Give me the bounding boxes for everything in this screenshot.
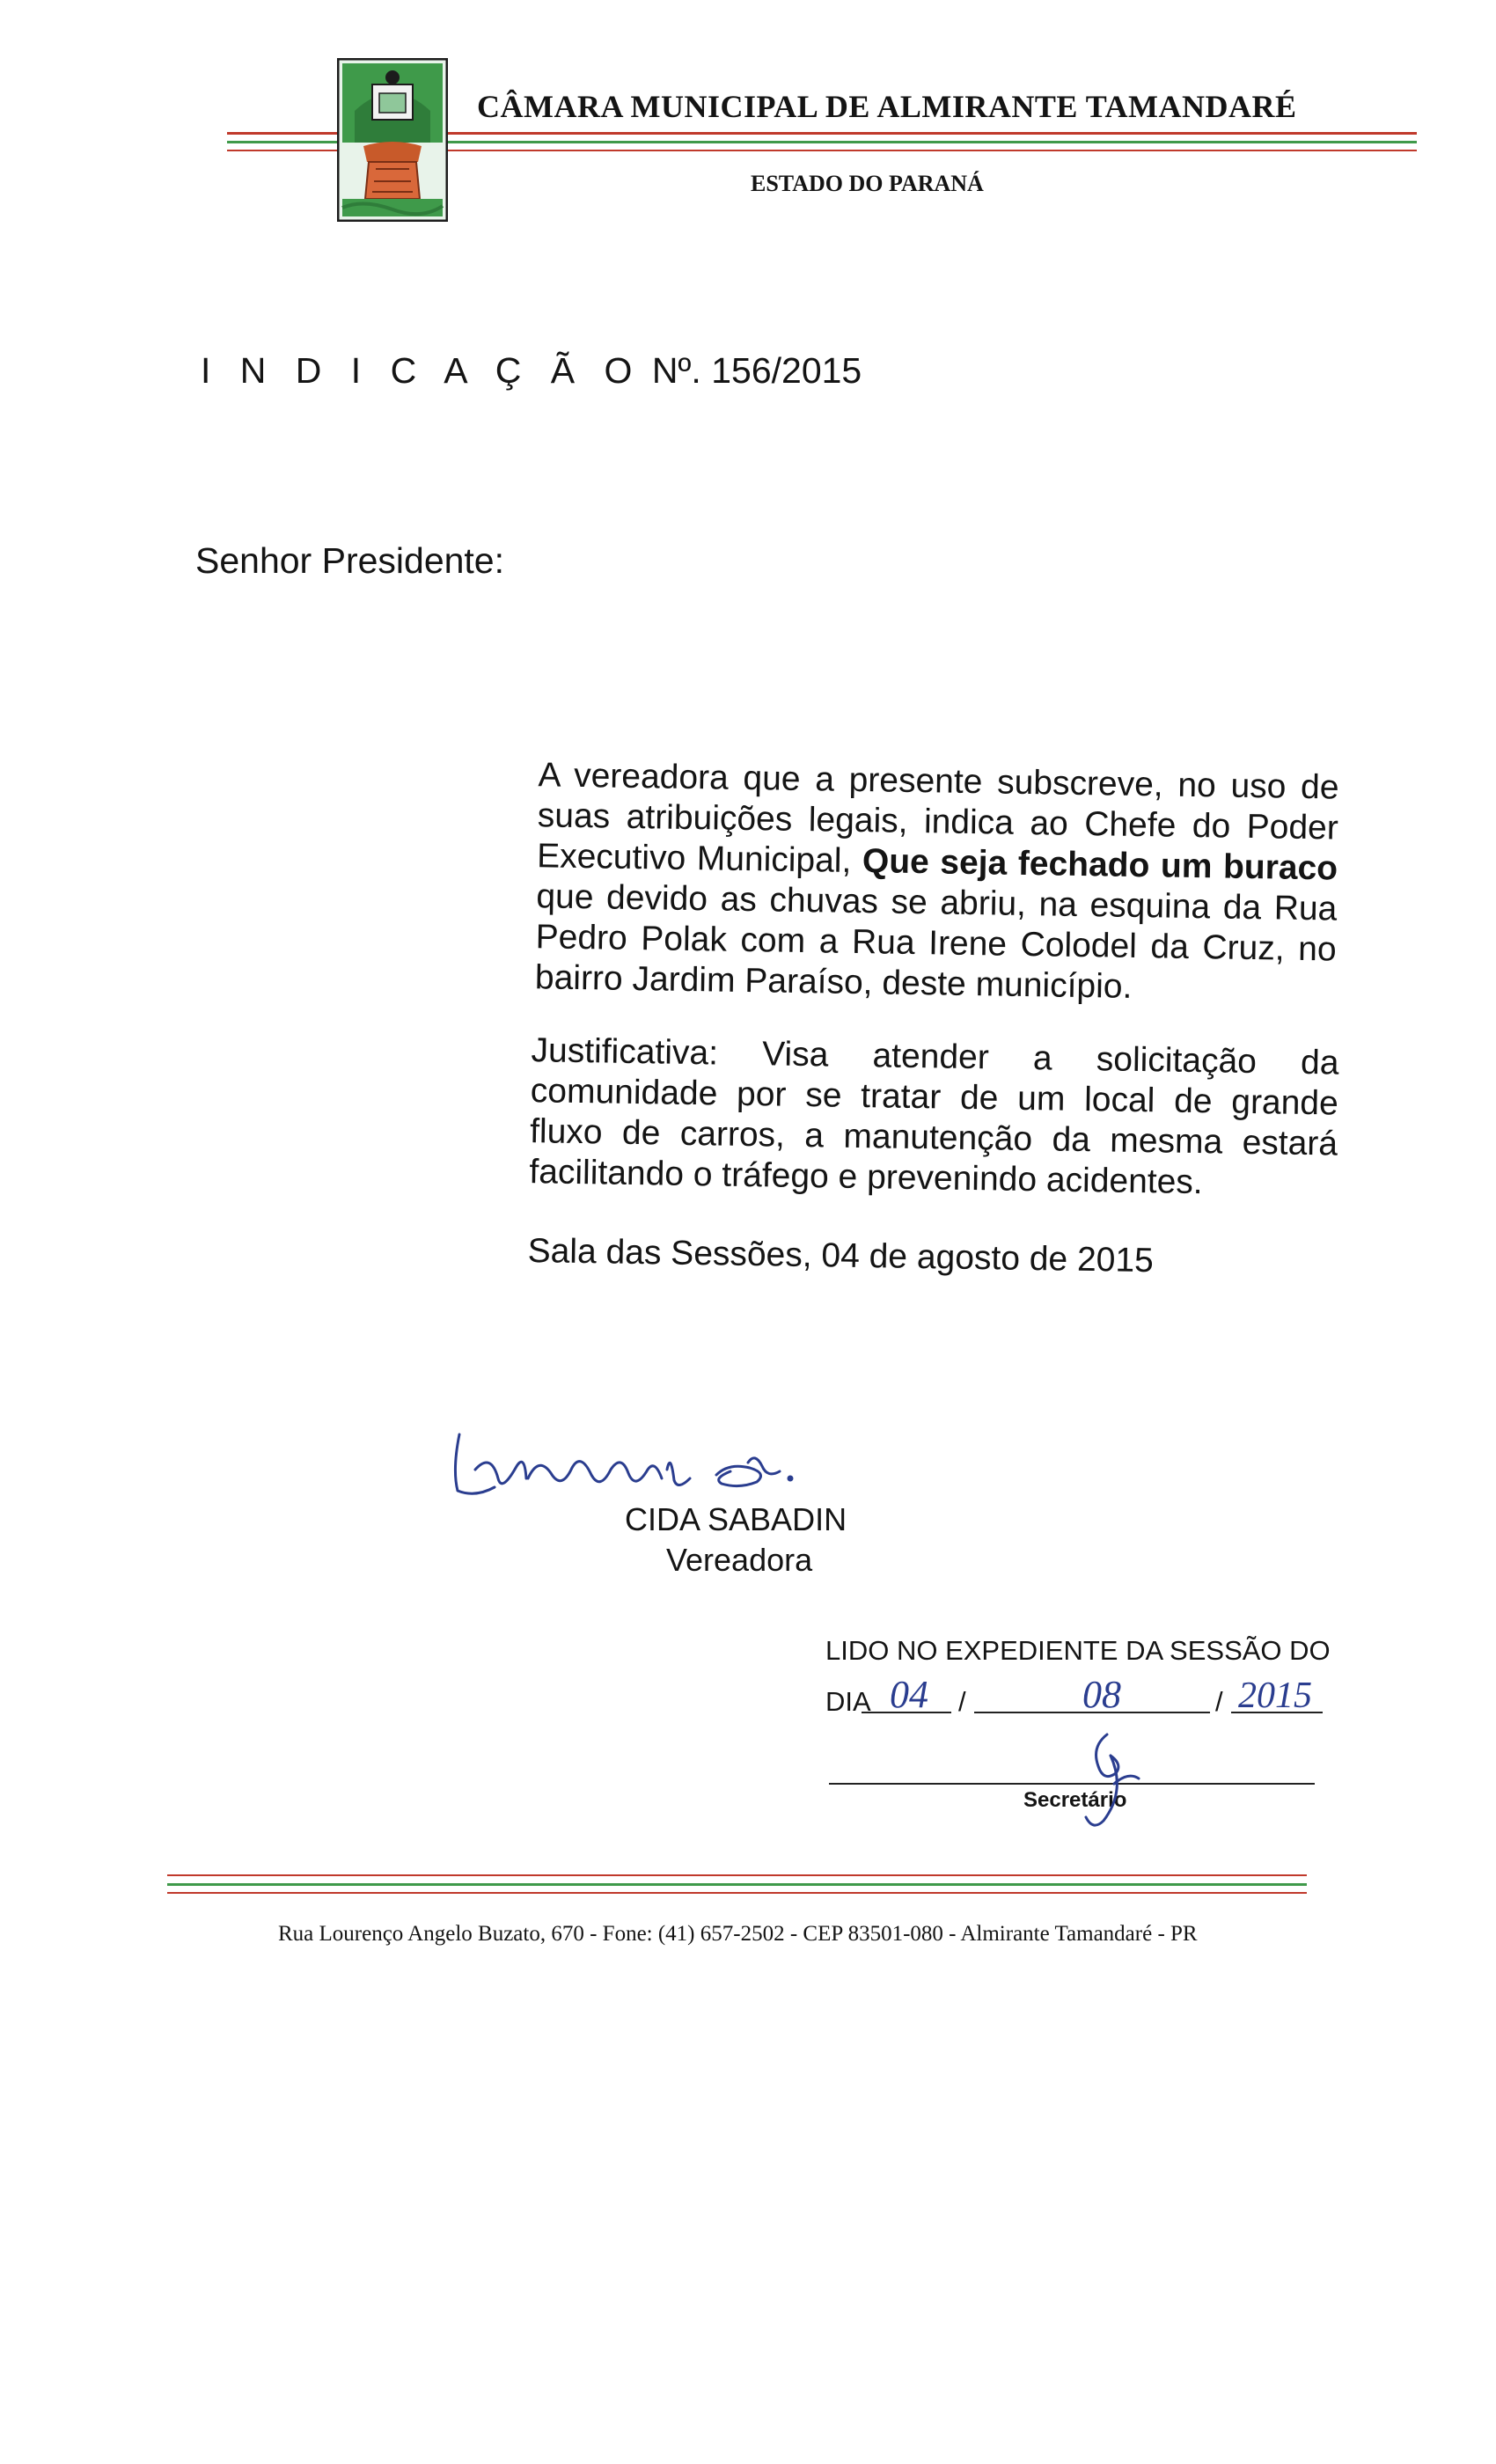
stamp-year: 2015 <box>1238 1676 1312 1716</box>
secretary-initials-signature <box>1065 1729 1144 1835</box>
secretary-label: Secretário <box>1023 1788 1127 1812</box>
signatory-role: Vereadora <box>666 1542 813 1578</box>
footer-rule-red-2 <box>167 1892 1307 1894</box>
stamp-month: 08 <box>1082 1673 1121 1716</box>
institution-title: CÂMARA MUNICIPAL DE ALMIRANTE TAMANDARÉ <box>477 89 1297 124</box>
body-text <box>183 750 1339 1011</box>
heading-label: I N D I C A Ç Ã O <box>201 350 642 391</box>
justification-paragraph <box>184 1025 1339 1206</box>
stamp-separator-2: / <box>1215 1686 1223 1717</box>
justification-text <box>184 1025 1339 1206</box>
handwritten-signature <box>440 1417 880 1514</box>
stamp-title: LIDO NO EXPEDIENTE DA SESSÃO DO <box>825 1635 1331 1666</box>
heading-number-label: Nº. <box>651 350 701 391</box>
signatory-name: CIDA SABADIN <box>625 1501 847 1537</box>
stamp-day: 04 <box>890 1673 928 1716</box>
stamp-separator-1: / <box>958 1686 966 1717</box>
municipal-coat-of-arms-icon <box>337 58 448 222</box>
footer-rule-green <box>167 1883 1307 1886</box>
salutation: Senhor Presidente: <box>195 540 505 581</box>
stamp-date-fields <box>858 1663 1351 1725</box>
stamp-dia-label: DIA <box>825 1686 871 1717</box>
justification-label: Justificativa: <box>531 1031 719 1073</box>
body-intro: A vereadora que a presente subscreve, no uso de suas atribuições legais, indica ao Chefe do Poder Executivo Municipal, <box>536 756 1339 880</box>
body-paragraph <box>183 750 1339 1011</box>
footer-address: Rua Lourenço Angelo Buzato, 670 - Fone: (41) 657-2502 - CEP 83501-080 - Almirante Tamandaré - PR <box>278 1922 1198 1946</box>
body-rest: que devido as chuvas se abriu, na esquina da Rua Pedro Polak com a Rua Irene Colodel da Cruz, no bairro Jardim Paraíso, deste município. <box>534 877 1338 1006</box>
footer-rule-red <box>167 1874 1307 1876</box>
institution-state: ESTADO DO PARANÁ <box>751 171 984 196</box>
place-date: Sala das Sessões, 04 de agosto de 2015 <box>527 1232 1155 1280</box>
heading-number: 156/2015 <box>711 350 862 391</box>
document-heading <box>201 350 862 392</box>
body-bold: Que seja fechado um buraco <box>862 842 1338 888</box>
justification-body: Visa atender a solicitação da comunidade por se tratar de um local de grande fluxo de carros, a manutenção da mesma estará facilitando o tráfego e prevenindo acidentes. <box>529 1034 1339 1202</box>
